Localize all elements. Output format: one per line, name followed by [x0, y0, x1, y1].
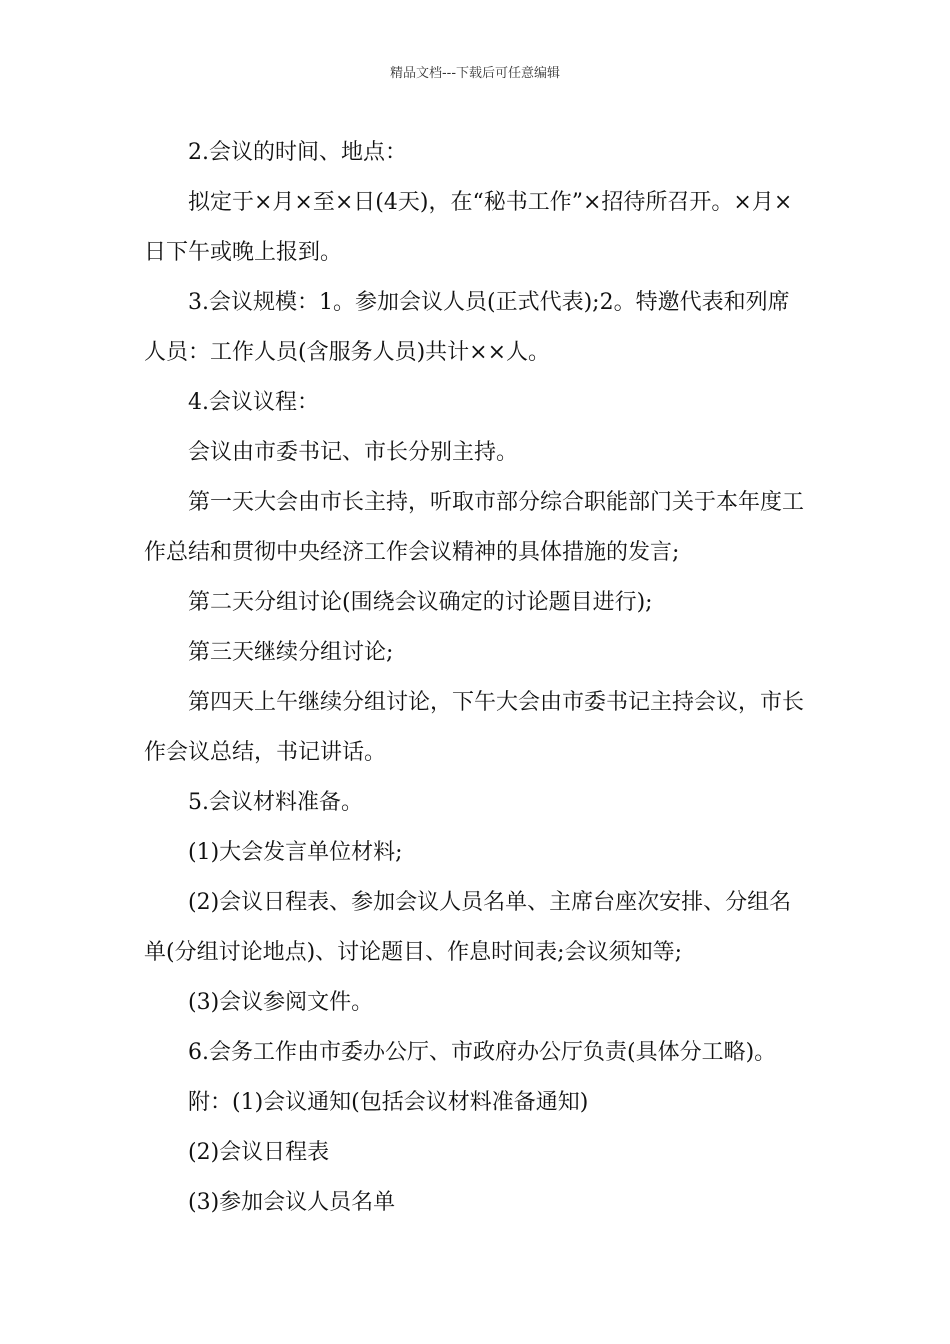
paragraph-agenda-heading: 4.会议议程： [188, 390, 319, 415]
paragraph-meeting-time-place: 拟定于×月×至×日(4天)，在“秘书工作”×招待所召开。×月×日下午或晚上报到。 [144, 190, 793, 265]
paragraph-material-2: (2)会议日程表、参加会议人员名单、主席台座次安排、分组名单(分组讨论地点)、讨论题目、作息时间表;会议须知等; [144, 890, 792, 965]
document-body [144, 128, 808, 1228]
paragraph-materials-heading: 5.会议材料准备。 [188, 790, 363, 815]
paragraph-day-three: 第三天继续分组讨论; [188, 640, 394, 665]
paragraph-appendix-3: (3)参加会议人员名单 [188, 1190, 396, 1215]
paragraph-material-1: (1)大会发言单位材料; [188, 840, 403, 865]
paragraph-meeting-time-place-heading: 2.会议的时间、地点： [188, 140, 407, 165]
paragraph-conference-affairs: 6.会务工作由市委办公厅、市政府办公厅负责(具体分工略)。 [188, 1040, 777, 1065]
paragraph-material-3: (3)会议参阅文件。 [188, 990, 374, 1015]
paragraph-agenda-host: 会议由市委书记、市长分别主持。 [188, 440, 519, 465]
paragraph-day-four: 第四天上午继续分组讨论，下午大会由市委书记主持会议，市长作会议总结，书记讲话。 [144, 690, 805, 765]
paragraph-appendix-1: 附：(1)会议通知(包括会议材料准备通知) [188, 1090, 589, 1115]
paragraph-appendix-2: (2)会议日程表 [188, 1140, 330, 1165]
paragraph-day-two: 第二天分组讨论(围绕会议确定的讨论题目进行); [188, 590, 653, 615]
paragraph-meeting-scale: 3.会议规模：1。参加会议人员(正式代表);2。特邀代表和列席人员：工作人员(含服务人员)共计××人。 [144, 290, 790, 365]
paragraph-day-one: 第一天大会由市长主持，听取市部分综合职能部门关于本年度工作总结和贯彻中央经济工作会议精神的具体措施的发言; [144, 490, 805, 565]
header-note: 精品文档---下载后可任意编辑 [389, 66, 561, 81]
